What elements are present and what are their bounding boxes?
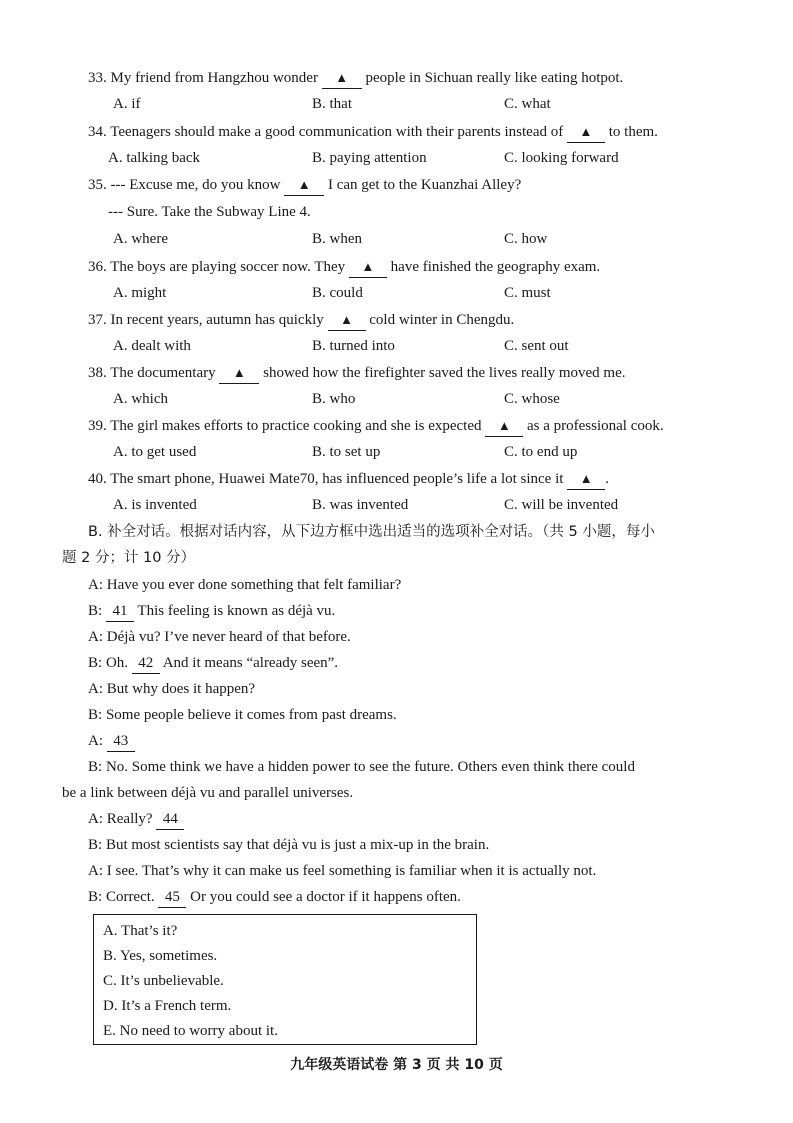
option-a: A. to get used [113,444,197,460]
dialogue-line: A: I see. That’s why it can make us feel something is familiar when it is actually not. [88,863,597,879]
question-stem-end: I can get to the Kuanzhai Alley? [327,177,522,193]
question-33 [88,68,623,89]
option-b: B. was invented [312,497,409,513]
answer-blank-45: 45 [158,887,186,908]
question-stem-end: cold winter in Chengdu. [369,312,515,328]
choice-c: C. It’s unbelievable. [103,973,224,989]
option-c: C. what [504,96,551,112]
option-b: B. that [312,96,352,112]
section-b-heading: B. 补全对话。根据对话内容，从下边方框中选出适当的选项补全对话。（共 5 小题，每小 [88,524,655,540]
dialogue-line: A: Have you ever done something that felt familiar? [88,577,402,593]
option-a: A. is invented [113,497,197,513]
question-38 [88,363,626,384]
speaker-label: B: [88,655,103,671]
question-stem-end: to them. [608,124,658,140]
question-stem: The girl makes efforts to practice cooking and she is expected [110,418,482,434]
question-stem-end: have finished the geography exam. [390,259,601,275]
speaker-label: A: [88,681,103,697]
dialogue-line: A: Déjà vu? I’ve never heard of that before. [88,629,351,645]
question-number: 38. [88,365,107,381]
dialogue-line: A: Really? 44 [88,809,184,830]
option-c: C. sent out [504,338,569,354]
answer-blank: ▲ [567,469,605,490]
speaker-label: B: [88,889,103,905]
speaker-label: A: [88,733,103,749]
option-a: A. might [113,285,167,301]
answer-blank: ▲ [485,416,523,437]
option-b: B. turned into [312,338,395,354]
answer-blank: ▲ [328,310,366,331]
option-a: A. dealt with [113,338,191,354]
speaker-label: A: [88,811,103,827]
option-c: C. whose [504,391,560,407]
option-b: B. paying attention [312,150,427,166]
question-number: 36. [88,259,107,275]
answer-blank-43: 43 [107,731,135,752]
question-34 [88,122,658,143]
speaker-label: B: [88,603,103,619]
answer-blank: ▲ [284,175,324,196]
option-a: A. talking back [108,150,201,166]
dialogue-line: B: Some people believe it comes from past dreams. [88,707,397,723]
answer-blank: ▲ [322,68,362,89]
question-37 [88,310,514,331]
option-c: C. must [504,285,551,301]
question-stem: The boys are playing soccer now. They [110,259,346,275]
page-footer: 九年级英语试卷 第 3 页 共 10 页 [290,1057,503,1073]
dialogue-reply: --- Sure. Take the Subway Line 4. [108,204,311,220]
choices-box [93,914,477,1045]
answer-blank: ▲ [349,257,387,278]
question-number: 40. [88,471,107,487]
question-40 [88,469,609,490]
option-a: A. which [113,391,168,407]
option-b: B. when [312,231,362,247]
question-stem: In recent years, autumn has quickly [110,312,324,328]
speaker-label: B: [88,837,103,853]
section-b-heading-cont: 题 2 分；计 10 分） [62,550,196,566]
question-35 [88,175,521,196]
speaker-label: A: [88,629,103,645]
question-stem-end: showed how the firefighter saved the lives really moved me. [263,365,626,381]
dialogue-line: B: But most scientists say that déjà vu is just a mix-up in the brain. [88,837,490,853]
question-stem: My friend from Hangzhou wonder [110,70,318,86]
dialogue-line: B: 41 This feeling is known as déjà vu. [88,601,335,622]
question-stem: The smart phone, Huawei Mate70, has influenced people’s life a lot since it [110,471,564,487]
choice-b: B. Yes, sometimes. [103,948,218,964]
option-b: B. who [312,391,356,407]
speaker-label: A: [88,863,103,879]
dialogue-line: B: Oh. 42 And it means “already seen”. [88,653,338,674]
choice-a: A. That’s it? [103,923,178,939]
dialogue-line [88,731,135,752]
question-36 [88,257,600,278]
option-a: A. if [113,96,141,112]
dialogue-line: B: No. Some think we have a hidden power to see the future. Others even think there could [88,759,635,775]
option-b: B. to set up [312,444,381,460]
option-c: C. looking forward [504,150,619,166]
question-39 [88,416,664,437]
question-stem: The documentary [110,365,216,381]
question-stem: --- Excuse me, do you know [110,177,281,193]
answer-blank-41: 41 [106,601,134,622]
question-stem-end: people in Sichuan really like eating hotpot. [365,70,624,86]
option-c: C. will be invented [504,497,619,513]
answer-blank: ▲ [567,122,605,143]
choice-d: D. It’s a French term. [103,998,232,1014]
option-c: C. how [504,231,548,247]
question-stem-end: as a professional cook. [527,418,664,434]
question-number: 33. [88,70,107,86]
dialogue-line: B: Correct. 45 Or you could see a doctor if it happens often. [88,887,461,908]
question-stem-end: . [605,471,609,487]
choice-e: E. No need to worry about it. [103,1023,278,1039]
answer-blank: ▲ [219,363,259,384]
dialogue-line-cont: be a link between déjà vu and parallel universes. [62,785,354,801]
speaker-label: A: [88,577,103,593]
dialogue-line: A: But why does it happen? [88,681,256,697]
option-b: B. could [312,285,363,301]
answer-blank-42: 42 [132,653,160,674]
question-stem: Teenagers should make a good communication with their parents instead of [110,124,564,140]
speaker-label: B: [88,707,103,723]
question-number: 37. [88,312,107,328]
question-number: 35. [88,177,107,193]
question-number: 34. [88,124,107,140]
question-number: 39. [88,418,107,434]
option-a: A. where [113,231,168,247]
option-c: C. to end up [504,444,578,460]
answer-blank-44: 44 [156,809,184,830]
speaker-label: B: [88,759,103,775]
